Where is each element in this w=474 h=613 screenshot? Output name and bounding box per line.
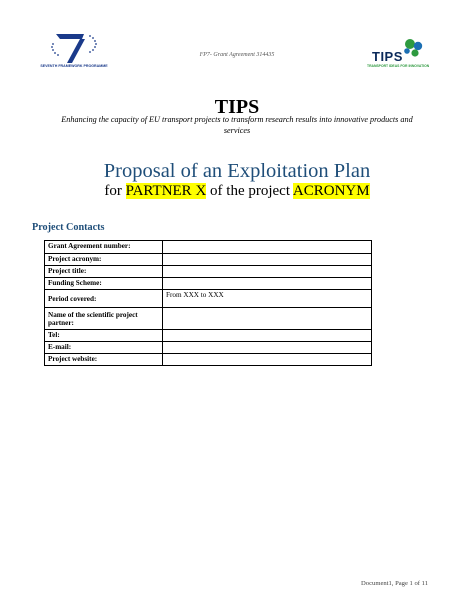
grant-agreement-note: FP7- Grant Agreement 314435 [199, 52, 275, 58]
row-label: E-mail: [45, 342, 163, 354]
row-label: Tel: [45, 330, 163, 342]
row-value [163, 278, 372, 290]
table-row [45, 254, 372, 266]
row-value [163, 266, 372, 278]
tips-logo-tagline: TRANSPORT IDEAS FOR INNOVATION [367, 64, 430, 68]
row-label: Grant Agreement number: [45, 241, 163, 254]
row-label: Name of the scientific project partner: [45, 308, 163, 330]
row-value [163, 342, 372, 354]
row-label: Funding Scheme: [45, 278, 163, 290]
table-row [45, 330, 372, 342]
table-row [45, 308, 372, 330]
proposal-title: Proposal of an Exploitation Plan [103, 160, 371, 182]
row-value: From XXX to XXX [163, 290, 372, 308]
row-label: Project title: [45, 266, 163, 278]
project-contacts-table [44, 240, 372, 366]
project-contacts-heading: Project Contacts [32, 222, 105, 233]
row-label: Project website: [45, 354, 163, 366]
row-value [163, 241, 372, 254]
row-value [163, 308, 372, 330]
for-middle: of the project [206, 183, 293, 199]
page-footer: Document1, Page 1 of 11 [361, 580, 428, 587]
for-prefix: for [104, 183, 126, 199]
row-label: Project acronym: [45, 254, 163, 266]
row-value [163, 330, 372, 342]
table-row [45, 354, 372, 366]
tips-logo-word: TIPS [372, 49, 403, 64]
table-row [45, 278, 372, 290]
partner-placeholder: PARTNER X [125, 183, 207, 199]
row-value [163, 354, 372, 366]
for-partner-line [0, 183, 474, 200]
table-row [45, 241, 372, 254]
row-value [163, 254, 372, 266]
document-subtitle: Enhancing the capacity of EU transport projects to transform research results into innovative products and services [61, 115, 413, 135]
fp7-logo-caption: SEVENTH FRAMEWORK PROGRAMME [40, 64, 108, 68]
table-row [45, 290, 372, 308]
row-label: Period covered: [45, 290, 163, 308]
acronym-placeholder: ACRONYM [292, 183, 370, 199]
table-row [45, 342, 372, 354]
document-title: TIPS [214, 96, 260, 118]
table-row [45, 266, 372, 278]
